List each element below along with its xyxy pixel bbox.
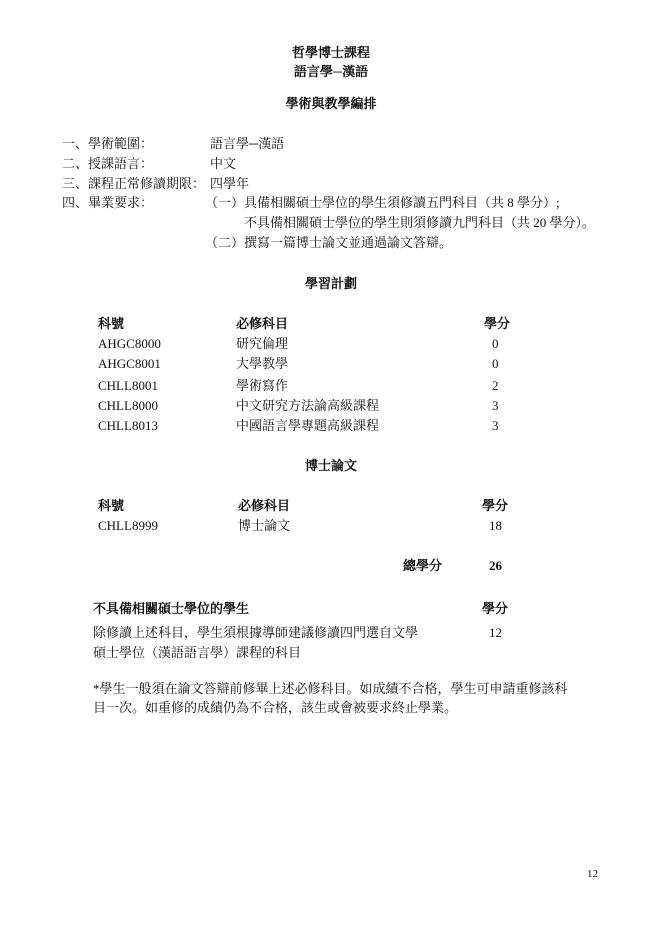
total-credits-value: 26 bbox=[489, 558, 502, 573]
requirement-line-2: 不具備相關碩士學位的學生則須修讀九門科目（共 20 學分）。 bbox=[244, 215, 596, 230]
course-credits: 2 bbox=[492, 378, 499, 393]
col-header-course: 必修科目 bbox=[238, 498, 291, 513]
col-header-credits: 學分 bbox=[482, 498, 509, 513]
course-code: CHLL8013 bbox=[98, 418, 158, 433]
col-header-code: 科號 bbox=[98, 316, 125, 331]
thesis-code: CHLL8999 bbox=[98, 518, 158, 533]
item-value: 語言學─漢語 bbox=[210, 136, 285, 151]
item-label: 四、畢業要求： bbox=[62, 195, 154, 210]
requirement-line-3: （二）撰寫一篇博士論文並通過論文答辯。 bbox=[205, 235, 453, 250]
section-heading-arrangement: 學術與教學編排 bbox=[285, 96, 377, 111]
course-credits: 0 bbox=[492, 336, 499, 351]
course-name: 大學教學 bbox=[236, 356, 289, 371]
course-code: AHGC8001 bbox=[98, 356, 161, 371]
section-heading-thesis: 博士論文 bbox=[304, 458, 358, 473]
page-number: 12 bbox=[587, 868, 598, 880]
item-value: （一）具備相關碩士學位的學生須修讀五門科目（共 8 學分）; bbox=[205, 195, 560, 210]
non-related-credit-header: 學分 bbox=[482, 601, 509, 616]
course-credits: 3 bbox=[492, 418, 499, 433]
course-code: CHLL8000 bbox=[98, 398, 158, 413]
course-credits: 3 bbox=[492, 398, 499, 413]
note-line-1: *學生一般須在論文答辯前修畢上述必修科目。如成績不合格，學生可申請重修該科 bbox=[93, 681, 568, 696]
course-name: 中國語言學專題高級課程 bbox=[236, 418, 380, 433]
col-header-credits: 學分 bbox=[484, 316, 511, 331]
title-line-1: 哲學博士課程 bbox=[291, 45, 371, 60]
non-related-credits: 12 bbox=[489, 625, 502, 640]
course-credits: 0 bbox=[492, 356, 499, 371]
total-credits-label: 總學分 bbox=[403, 558, 443, 573]
col-header-course: 必修科目 bbox=[236, 316, 289, 331]
course-code: CHLL8001 bbox=[98, 378, 158, 393]
col-header-code: 科號 bbox=[98, 498, 125, 513]
item-value: 四學年 bbox=[210, 176, 250, 191]
non-related-heading: 不具備相關碩士學位的學生 bbox=[93, 601, 250, 616]
section-heading-study-plan: 學習計劃 bbox=[304, 276, 358, 291]
course-name: 中文研究方法論高級課程 bbox=[236, 398, 380, 413]
non-related-line-1: 除修讀上述科目，學生須根據導師建議修讀四門選自文學 bbox=[93, 625, 419, 640]
item-label: 三、課程正常修讀期限： bbox=[62, 176, 206, 191]
course-name: 學術寫作 bbox=[236, 378, 289, 393]
item-label: 一、學術範圍： bbox=[62, 136, 154, 151]
item-label: 二、授課語言： bbox=[62, 156, 154, 171]
title-line-2: 語言學─漢語 bbox=[293, 64, 369, 79]
item-value: 中文 bbox=[210, 156, 237, 171]
thesis-credits: 18 bbox=[489, 518, 502, 533]
non-related-line-2: 碩士學位（漢語語言學）課程的科目 bbox=[93, 645, 302, 660]
thesis-course: 博士論文 bbox=[238, 518, 291, 533]
course-name: 研究倫理 bbox=[236, 336, 289, 351]
course-code: AHGC8000 bbox=[98, 336, 161, 351]
note-line-2: 目一次。如重修的成績仍為不合格，該生或會被要求終止學業。 bbox=[93, 700, 458, 715]
